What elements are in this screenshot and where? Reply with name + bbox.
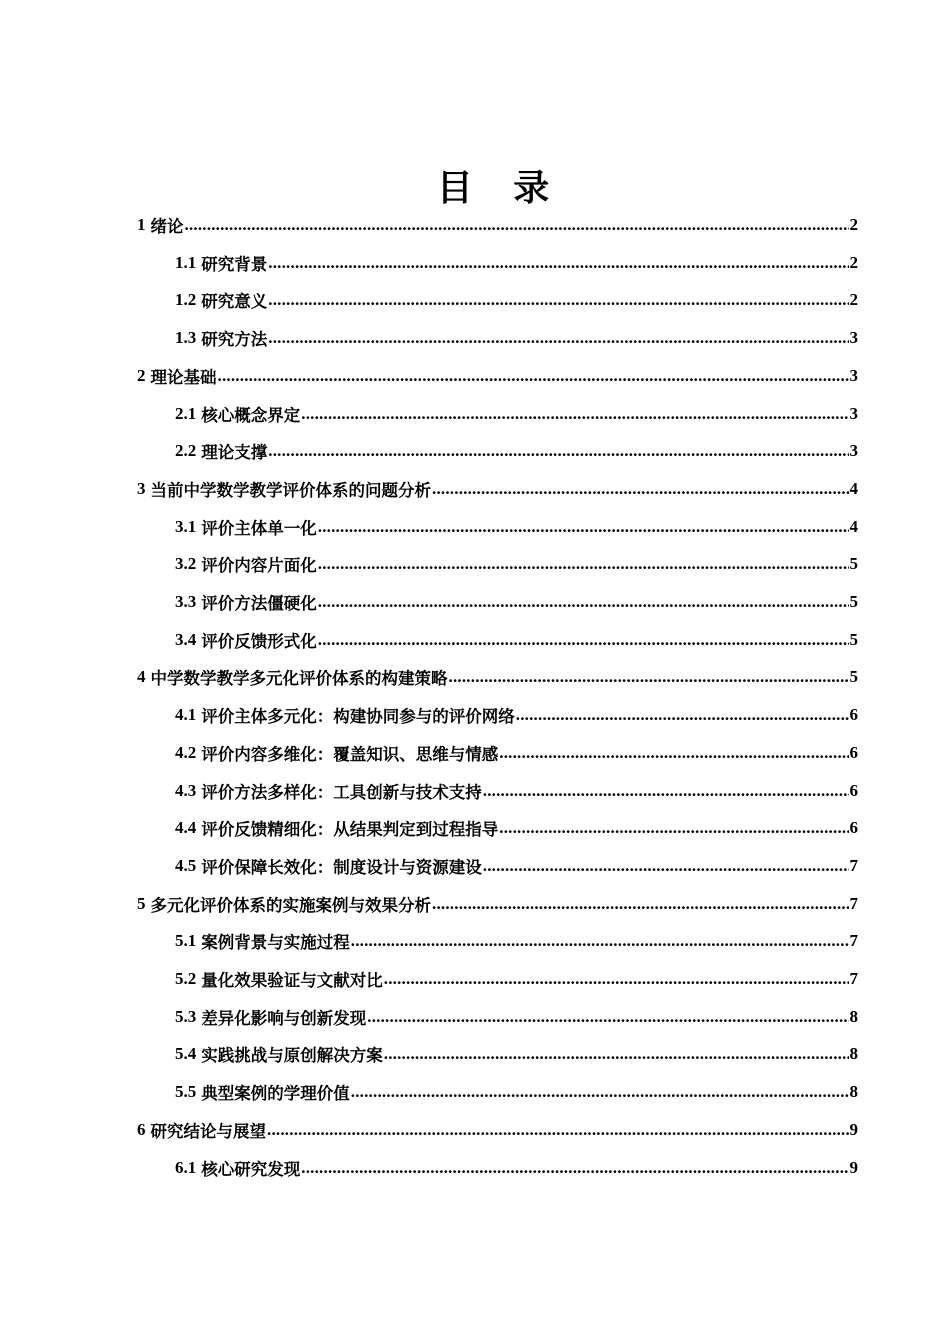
toc-entry-title: 案例背景与实施过程 [201,933,350,953]
toc-entry[interactable] [137,357,858,395]
toc-entry-page-number: 7 [849,931,858,951]
toc-entry-page-number: 3 [849,441,858,461]
toc-entry-number: 5.5 [175,1082,197,1102]
toc-entry[interactable] [175,998,858,1036]
toc-entry-number: 5.3 [175,1006,197,1026]
toc-entry-number: 3.3 [175,592,197,611]
toc-entry[interactable] [175,1149,858,1187]
toc-entry-page-number: 5 [849,667,858,687]
toc-entry-title: 实践挑战与原创解决方案 [201,1046,383,1066]
toc-entry[interactable] [175,508,858,546]
toc-entry[interactable] [175,847,858,885]
toc-entry[interactable] [137,1111,858,1149]
toc-entry-number: 5.2 [175,969,197,988]
toc-entry-number: 3 [137,478,146,498]
toc-entry-title: 当前中学数学教学评价体系的问题分析 [150,480,431,500]
toc-entry-page-number: 8 [849,1006,858,1026]
toc-entry-page-number: 6 [849,780,858,800]
toc-dot-leader [351,1073,849,1111]
toc-entry-number: 5.4 [175,1044,197,1064]
toc-dot-leader [432,885,849,923]
toc-entry[interactable] [175,244,858,282]
toc-entry[interactable] [175,395,858,433]
toc-dot-leader [483,772,849,810]
toc-entry[interactable] [175,809,858,847]
toc-entry-page-number: 2 [849,252,858,272]
toc-entry-page-number: 2 [849,290,858,310]
toc-entry[interactable] [137,885,858,923]
toc-entry-number: 5 [137,893,146,913]
toc-entry-title: 评价内容多维化：覆盖知识、思维与情感 [201,744,499,764]
toc-dot-leader [499,809,848,847]
toc-dot-leader [449,658,849,696]
toc-entry-page-number: 8 [849,1082,858,1102]
toc-entry-number: 4.5 [175,855,197,875]
toc-entry-number: 6.1 [175,1157,197,1177]
toc-entry-page-number: 5 [849,629,858,649]
toc-entry-title: 核心概念界定 [201,405,301,425]
toc-dot-leader [301,1149,848,1187]
toc-entry-title: 量化效果验证与文献对比 [201,971,383,990]
toc-entry-number: 4.1 [175,705,197,725]
toc-entry-number: 1.3 [175,328,197,348]
toc-entry[interactable] [175,583,858,621]
toc-dot-leader [384,960,849,998]
toc-entry-page-number: 9 [849,1157,858,1177]
toc-entry-title: 典型案例的学理价值 [201,1084,350,1104]
toc-entry-page-number: 4 [849,478,858,498]
toc-dot-leader [318,621,849,659]
toc-entry-page-number: 2 [849,215,858,234]
toc-dot-leader [318,545,849,583]
toc-entry[interactable] [175,1073,858,1111]
toc-entry-page-number: 6 [849,705,858,725]
toc-entry-title: 中学数学教学多元化评价体系的构建策略 [150,669,448,689]
toc-dot-leader [268,432,848,470]
toc-entry-title: 绪论 [150,217,184,236]
toc-dot-leader [318,583,849,621]
toc-dot-leader [185,206,849,244]
toc-entry-page-number: 3 [849,403,858,423]
toc-entry-page-number: 7 [849,893,858,913]
toc-entry-page-number: 5 [849,554,858,574]
toc-dot-leader [367,998,848,1036]
toc-entry-number: 4.2 [175,742,197,762]
toc-entry[interactable] [175,621,858,659]
toc-entry-number: 4 [137,667,146,687]
toc-entry-page-number: 3 [849,328,858,348]
toc-entry-title: 评价反馈形式化 [201,631,317,651]
toc-dot-leader [351,922,849,960]
toc-entry[interactable] [175,772,858,810]
toc-entry-page-number: 7 [849,969,858,988]
toc-entry-number: 3.1 [175,516,197,536]
toc-entry-title: 理论基础 [150,367,217,387]
toc-entry[interactable] [175,960,858,998]
toc-entry-title: 多元化评价体系的实施案例与效果分析 [150,895,431,915]
toc-entry-number: 2.2 [175,441,197,461]
toc-entry-number: 1.1 [175,252,197,272]
toc-entry[interactable] [175,545,858,583]
toc-entry-page-number: 4 [849,516,858,536]
toc-entry-title: 差异化影响与创新发现 [201,1008,367,1028]
toc-dot-leader [499,734,848,772]
toc-dot-leader [268,281,848,319]
page-title: 目 录 [436,168,564,209]
toc-dot-leader [432,470,849,508]
toc-entry[interactable] [175,734,858,772]
toc-entry-title: 评价保障长效化：制度设计与资源建设 [201,857,482,877]
toc-entry-number: 6 [137,1119,146,1139]
toc-dot-leader [301,395,848,433]
toc-entry-page-number: 7 [849,855,858,875]
toc-dot-leader [268,319,848,357]
toc-entry[interactable] [175,922,858,960]
toc-entry-page-number: 3 [849,365,858,385]
toc-entry[interactable] [175,319,858,357]
toc-entry-number: 2 [137,365,146,385]
toc-entry[interactable] [175,696,858,734]
toc-entry-number: 1.2 [175,290,197,310]
toc-entry-number: 5.1 [175,931,197,951]
toc-dot-leader [268,244,848,282]
toc-dot-leader [218,357,849,395]
toc-entry-title: 研究意义 [201,292,268,312]
toc-entry-title: 研究方法 [201,330,268,350]
toc-dot-leader [483,847,849,885]
toc-dot-leader [384,1035,849,1073]
toc-entry[interactable] [137,470,858,508]
toc-entry[interactable] [137,206,858,244]
toc-entry-page-number: 6 [849,818,858,838]
toc-entry-title: 理论支撑 [201,443,268,463]
toc-dot-leader [318,508,849,546]
toc-entry-title: 评价反馈精细化：从结果判定到过程指导 [201,820,499,840]
toc-entry-number: 3.4 [175,629,197,649]
toc-entry-number: 4.3 [175,780,197,800]
toc-entry-title: 核心研究发现 [201,1159,301,1179]
toc-entry-page-number: 5 [849,592,858,611]
toc-entry[interactable] [175,432,858,470]
toc-entry-title: 研究结论与展望 [150,1121,266,1141]
toc-dot-leader [267,1111,849,1149]
toc-entry[interactable] [175,1035,858,1073]
toc-entry-page-number: 8 [849,1044,858,1064]
toc-entry-number: 4.4 [175,818,197,838]
toc-entry-number: 1 [137,215,146,234]
toc-dot-leader [516,696,849,734]
toc-entry-title: 评价内容片面化 [201,556,317,576]
toc-entry-title: 研究背景 [201,254,268,274]
toc-entry-title: 评价方法多样化：工具创新与技术支持 [201,782,482,802]
toc-entry-page-number: 9 [849,1119,858,1139]
toc-entry-title: 评价方法僵硬化 [201,594,317,613]
toc-entry-title: 评价主体多元化：构建协同参与的评价网络 [201,707,515,727]
toc-entry[interactable] [137,658,858,696]
toc-entry-title: 评价主体单一化 [201,518,317,538]
toc-entry[interactable] [175,281,858,319]
toc-entry-number: 2.1 [175,403,197,423]
toc-entry-number: 3.2 [175,554,197,574]
toc-entry-page-number: 6 [849,742,858,762]
